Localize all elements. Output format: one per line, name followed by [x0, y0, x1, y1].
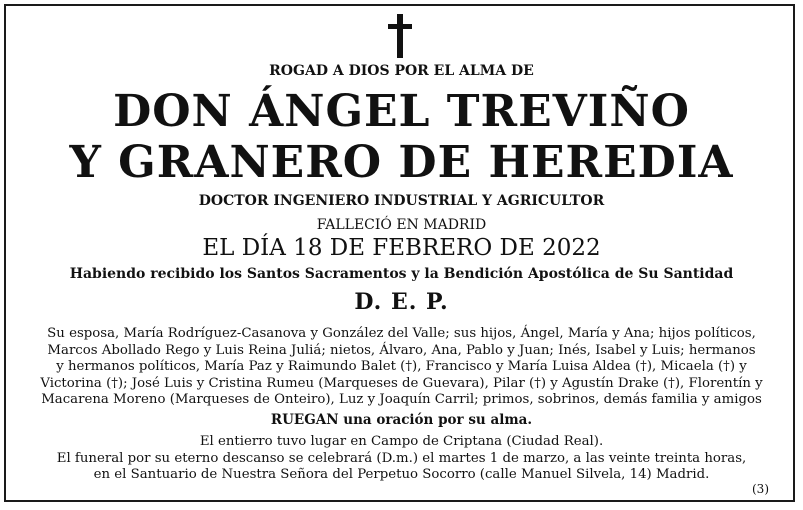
ruegan-text	[0, 412, 803, 428]
dep-text: D. E. P.	[354, 289, 449, 315]
ruegan-rest: una oración por su alma.	[338, 412, 533, 428]
deceased-name-line-1: DON ÁNGEL TREVIÑO	[113, 86, 690, 137]
family-line: y hermanos políticos, María Paz y Raimundo Balet (†), Francisco y María Luisa Aldea (†), Micaela (†) y	[56, 359, 747, 374]
sacraments-text: Habiendo recibido los Santos Sacramentos y la Bendición Apostólica de Su Santidad	[69, 266, 734, 282]
deceased-name-line-2: Y GRANERO DE HEREDIA	[69, 137, 734, 188]
funeral-line: El entierro tuvo lugar en Campo de Criptana (Ciudad Real).	[199, 434, 604, 449]
ruegan-bold: RUEGAN	[270, 412, 339, 428]
date-of-death: EL DÍA 18 DE FEBRERO DE 2022	[202, 235, 601, 261]
cross-icon	[388, 14, 412, 58]
rogad-heading: ROGAD A DIOS POR EL ALMA DE	[269, 63, 534, 79]
family-line: Victorina (†); José Luis y Cristina Rumeu (Marqueses de Guevara), Pilar (†) y Agustín Drake (†), Florentín y	[40, 375, 763, 391]
family-line: Su esposa, María Rodríguez-Casanova y González del Valle; sus hijos, Ángel, María y Ana; hijos políticos,	[47, 326, 756, 341]
family-list	[0, 326, 803, 409]
family-line: Marcos Abollado Rego y Luis Reina Juliá; nietos, Álvaro, Ana, Pablo y Juan; Inés, Isabel y Luis; hermanos	[47, 342, 756, 358]
funeral-line: El funeral por su eterno descanso se celebrará (D.m.) el martes 1 de marzo, a las veinte treinta horas,	[56, 450, 747, 466]
family-line: Macarena Moreno (Marqueses de Onteiro), Luz y Joaquín Carril; primos, sobrinos, demás familia y amigos	[41, 392, 762, 407]
place-of-death: FALLECIÓ EN MADRID	[316, 217, 487, 233]
deceased-title: DOCTOR INGENIERO INDUSTRIAL Y AGRICULTOR	[198, 193, 605, 209]
funeral-line: en el Santuario de Nuestra Señora del Perpetuo Socorro (calle Manuel Silvela, 14) Madrid.	[93, 467, 710, 482]
funeral-info	[0, 434, 803, 484]
ad-number: (3)	[752, 482, 769, 496]
